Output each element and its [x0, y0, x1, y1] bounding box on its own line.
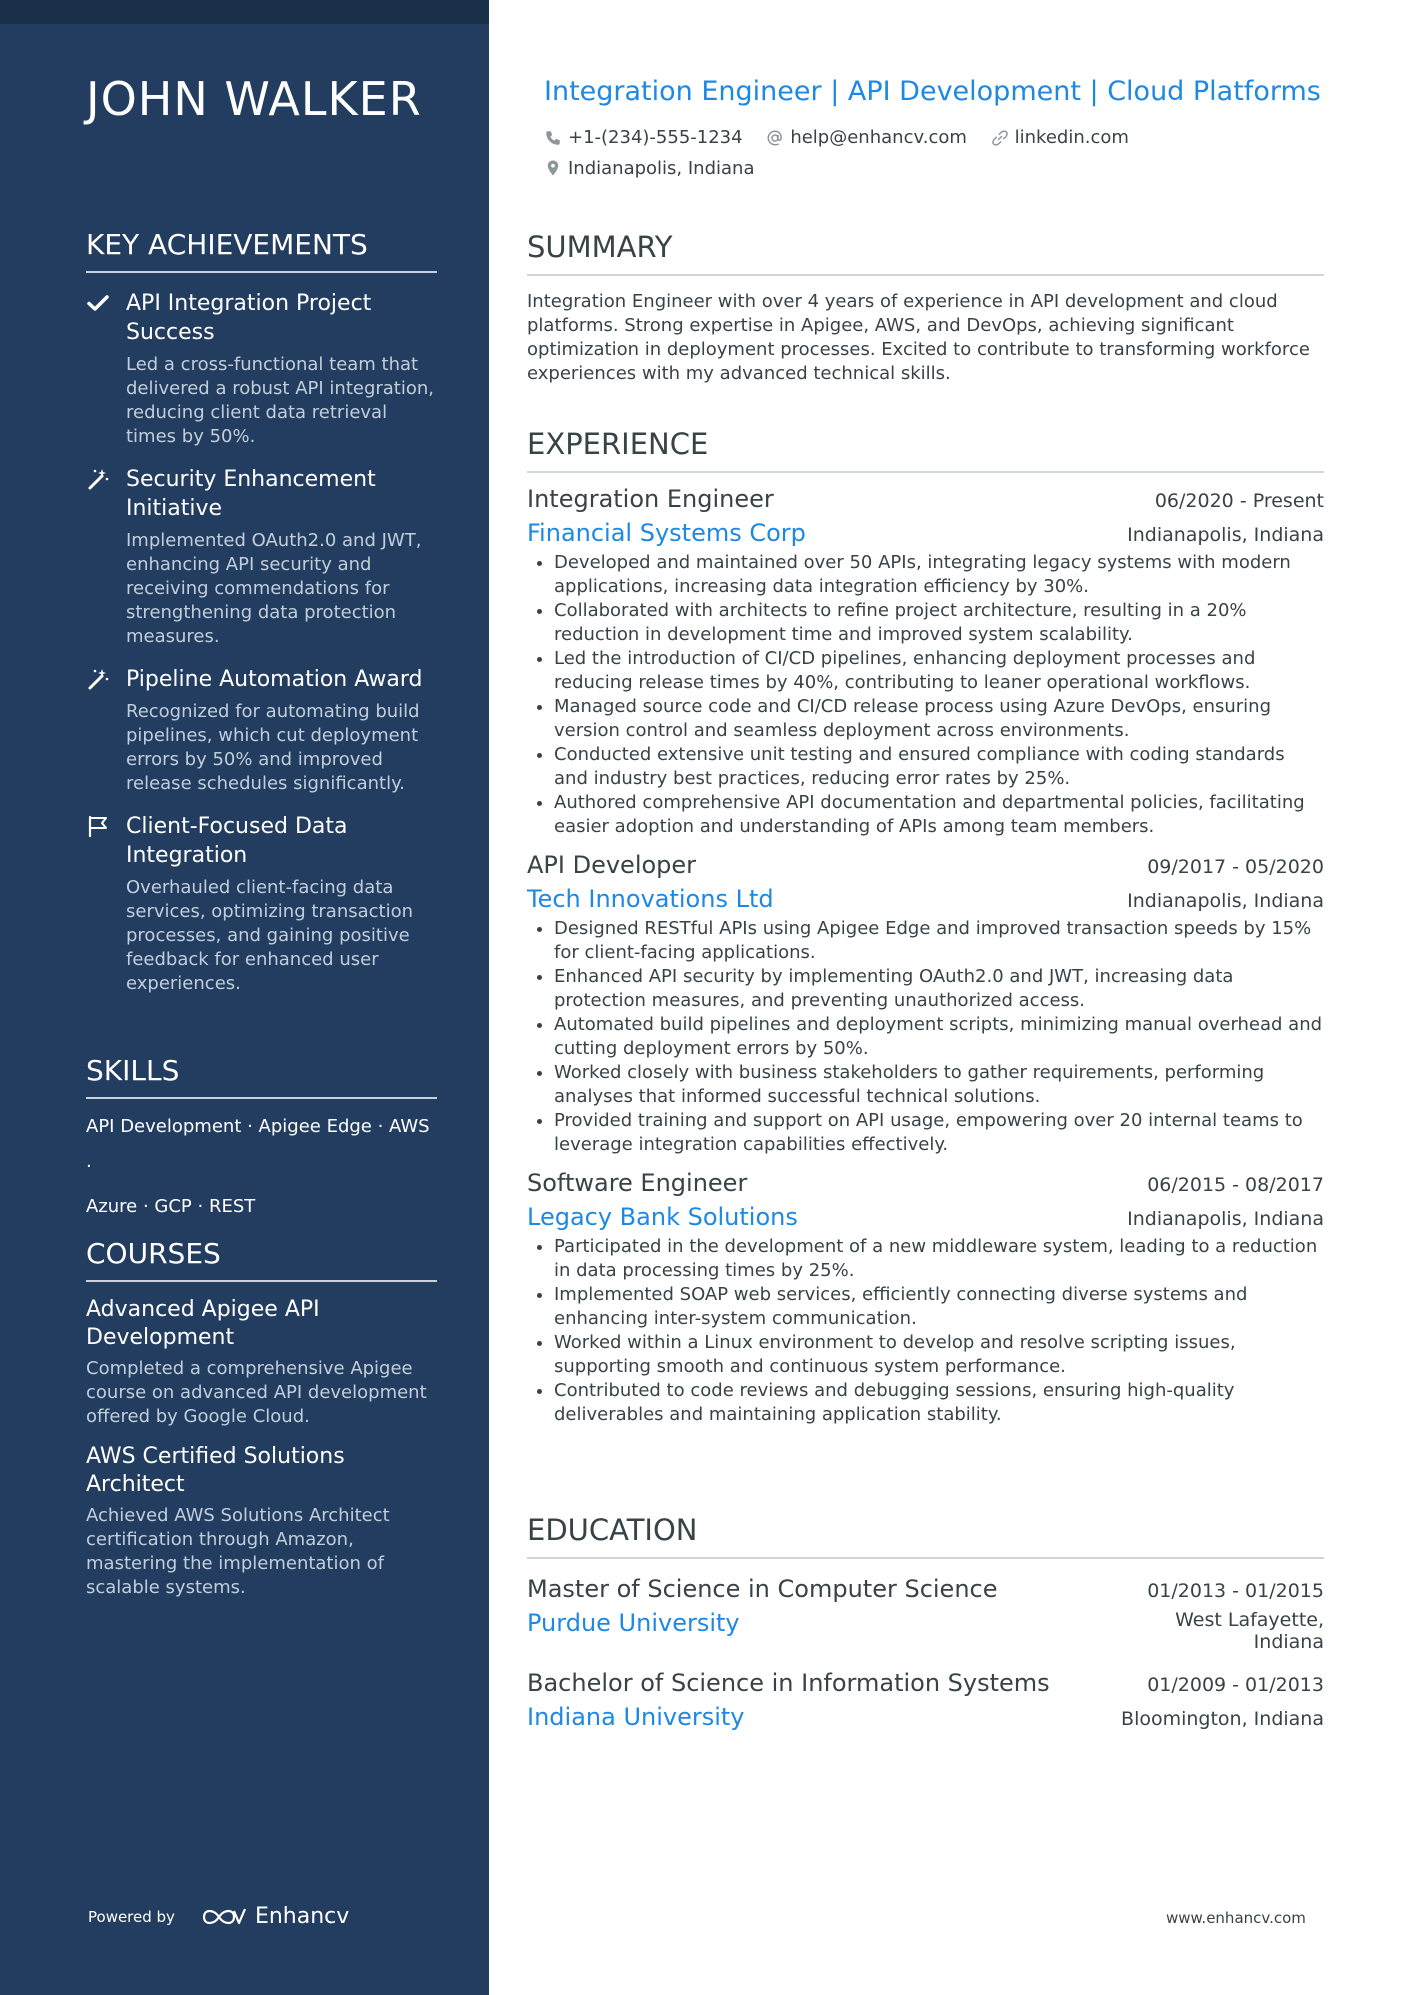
achievement-item [86, 465, 437, 649]
link-icon [991, 129, 1009, 147]
education-location: Bloomington, Indiana [1121, 1708, 1324, 1730]
education-location-line: Indiana [1253, 1631, 1324, 1653]
magic-wand-icon [86, 467, 112, 493]
bullet: • Worked closely with business stakeholders to gather requirements, performing analyses that informed successful technical solutions. [554, 1061, 1324, 1109]
job-date: 09/2017 - 05/2020 [1147, 856, 1324, 878]
section-title: EXPERIENCE [527, 427, 1324, 473]
bullet: • Designed RESTful APIs using Apigee Edge and improved transaction speeds by 15% for client-facing applications. [554, 917, 1324, 965]
job-entry [527, 1169, 1324, 1427]
magic-wand-icon [86, 667, 112, 693]
bullet: • Conducted extensive unit testing and ensured compliance with coding standards and industry best practices, reducing error rates by 25%. [554, 743, 1324, 791]
headline: Integration Engineer | API Development | Cloud Platforms [544, 76, 1321, 107]
section-title: SKILLS [86, 1054, 437, 1099]
achievement-title: Security Enhancement Initiative [126, 467, 376, 521]
achievement-title: API Integration Project Success [126, 291, 372, 345]
experience-section [527, 427, 1324, 1427]
summary-text: Integration Engineer with over 4 years of experience in API development and cloud platforms. Strong expertise in Apigee, AWS, and DevOps, achieving significant optimization in deployment processes. Excited to contribute to transforming workforce experiences with my advanced technical skills. [527, 291, 1310, 384]
section-title: KEY ACHIEVEMENTS [86, 228, 437, 273]
job-date: 06/2020 - Present [1154, 490, 1324, 512]
key-achievements-section [86, 228, 437, 996]
check-icon [86, 291, 112, 317]
enhancv-logo-icon [201, 1905, 247, 1929]
school-name: Indiana University [527, 1703, 745, 1731]
skills-line: API Development · Apigee Edge · AWS · [86, 1116, 430, 1177]
phone-text: +1-(234)-555-1234 [568, 127, 743, 148]
courses-section [86, 1237, 437, 1600]
bullet: • Implemented SOAP web services, efficiently connecting diverse systems and enhancing inter-system communication. [554, 1283, 1324, 1331]
education-section [527, 1513, 1324, 1731]
bullet: • Worked within a Linux environment to develop and resolve scripting issues, supporting smooth and continuous system performance. [554, 1331, 1324, 1379]
enhancv-brand: Enhancv [254, 1904, 350, 1929]
achievement-title: Client-Focused Data Integration [126, 814, 348, 868]
candidate-name: JOHN WALKER [86, 72, 422, 126]
course-item [86, 1443, 437, 1600]
achievement-desc: Implemented OAuth2.0 and JWT, enhancing API security and receiving commendations for strengthening data protection measures. [126, 530, 422, 647]
job-date: 06/2015 - 08/2017 [1147, 1174, 1324, 1196]
at-icon [766, 129, 784, 147]
achievement-item [86, 812, 437, 996]
link-text: linkedin.com [1014, 127, 1129, 148]
job-title: API Developer [527, 851, 697, 879]
section-title: EDUCATION [527, 1513, 1324, 1559]
summary-section [527, 230, 1324, 386]
course-title: Advanced Apigee API Development [86, 1297, 320, 1350]
phone-icon [544, 129, 562, 147]
job-bullets [527, 917, 1324, 1157]
degree: Bachelor of Science in Information Systems [527, 1669, 1050, 1697]
location-pin-icon [544, 159, 562, 177]
course-item [86, 1296, 437, 1429]
achievement-desc: Recognized for automating build pipelines, which cut deployment errors by 50% and improved release schedules significantly. [126, 701, 420, 794]
skills-section [86, 1054, 437, 1227]
education-date: 01/2009 - 01/2013 [1147, 1674, 1324, 1696]
contact-link[interactable] [991, 124, 1129, 151]
location-text: Indianapolis, Indiana [568, 157, 755, 179]
skills-list [86, 1107, 437, 1227]
contact-phone[interactable] [544, 124, 743, 151]
skills-line: Azure · GCP · REST [86, 1196, 256, 1217]
job-location: Indianapolis, Indiana [1127, 1208, 1324, 1230]
education-entry [527, 1669, 1324, 1731]
sidebar-top-band [0, 0, 489, 24]
job-title: Software Engineer [527, 1169, 748, 1197]
achievement-item [86, 289, 437, 449]
contact-location [544, 155, 755, 182]
flag-icon [86, 814, 112, 840]
powered-by [88, 1904, 349, 1929]
job-entry [527, 851, 1324, 1157]
education-location [1175, 1609, 1324, 1653]
bullet: • Collaborated with architects to refine project architecture, resulting in a 20% reduction in development time and improved system scalability. [554, 599, 1324, 647]
bullet: • Enhanced API security by implementing OAuth2.0 and JWT, increasing data protection measures, and preventing unauthorized access. [554, 965, 1324, 1013]
contact-email[interactable] [766, 124, 967, 151]
education-entry [527, 1575, 1324, 1653]
course-title: AWS Certified Solutions Architect [86, 1444, 345, 1497]
email-text: help@enhancv.com [790, 127, 967, 148]
job-location: Indianapolis, Indiana [1127, 890, 1324, 912]
achievement-desc: Led a cross-functional team that delivered a robust API integration, reducing client data retrieval times by 50%. [126, 354, 435, 447]
bullet: • Automated build pipelines and deployment scripts, minimizing manual overhead and cutting deployment errors by 50%. [554, 1013, 1324, 1061]
degree: Master of Science in Computer Science [527, 1575, 998, 1603]
bullet: • Provided training and support on API usage, empowering over 20 internal teams to leverage integration capabilities effectively. [554, 1109, 1324, 1157]
bullet: • Contributed to code reviews and debugging sessions, ensuring high-quality deliverables and maintaining application stability. [554, 1379, 1324, 1427]
company-name: Legacy Bank Solutions [527, 1203, 798, 1231]
course-desc: Completed a comprehensive Apigee course on advanced API development offered by Google Cloud. [86, 1358, 427, 1427]
enhancv-logo[interactable] [201, 1904, 349, 1929]
achievement-item [86, 665, 437, 796]
company-name: Financial Systems Corp [527, 519, 806, 547]
bullet: • Managed source code and CI/CD release process using Azure DevOps, ensuring version control and seamless deployment across environments. [554, 695, 1324, 743]
job-bullets [527, 551, 1324, 839]
bullet: • Led the introduction of CI/CD pipelines, enhancing deployment processes and reducing release times by 40%, contributing to leaner operational workflows. [554, 647, 1324, 695]
job-entry [527, 485, 1324, 839]
education-location-line: West Lafayette, [1175, 1609, 1324, 1631]
powered-by-label: Powered by [88, 1907, 175, 1926]
course-desc: Achieved AWS Solutions Architect certification through Amazon, mastering the implementation of scalable systems. [86, 1505, 390, 1598]
job-title: Integration Engineer [527, 485, 774, 513]
section-title: SUMMARY [527, 230, 1324, 276]
bullet: • Participated in the development of a new middleware system, leading to a reduction in data processing times by 25%. [554, 1235, 1324, 1283]
contact-info [544, 124, 1304, 185]
job-location: Indianapolis, Indiana [1127, 524, 1324, 546]
company-name: Tech Innovations Ltd [527, 885, 774, 913]
education-date: 01/2013 - 01/2015 [1147, 1580, 1324, 1602]
bullet: • Developed and maintained over 50 APIs, integrating legacy systems with modern applications, increasing data integration efficiency by 30%. [554, 551, 1324, 599]
achievement-desc: Overhauled client-facing data services, optimizing transaction processes, and gaining positive feedback for enhanced user experiences. [126, 877, 414, 994]
school-name: Purdue University [527, 1609, 740, 1637]
job-bullets [527, 1235, 1324, 1427]
section-title: COURSES [86, 1237, 437, 1282]
achievement-title: Pipeline Automation Award [126, 667, 423, 692]
footer-url[interactable]: www.enhancv.com [1166, 1909, 1306, 1927]
bullet: • Authored comprehensive API documentation and departmental policies, facilitating easier adoption and understanding of APIs among team members. [554, 791, 1324, 839]
